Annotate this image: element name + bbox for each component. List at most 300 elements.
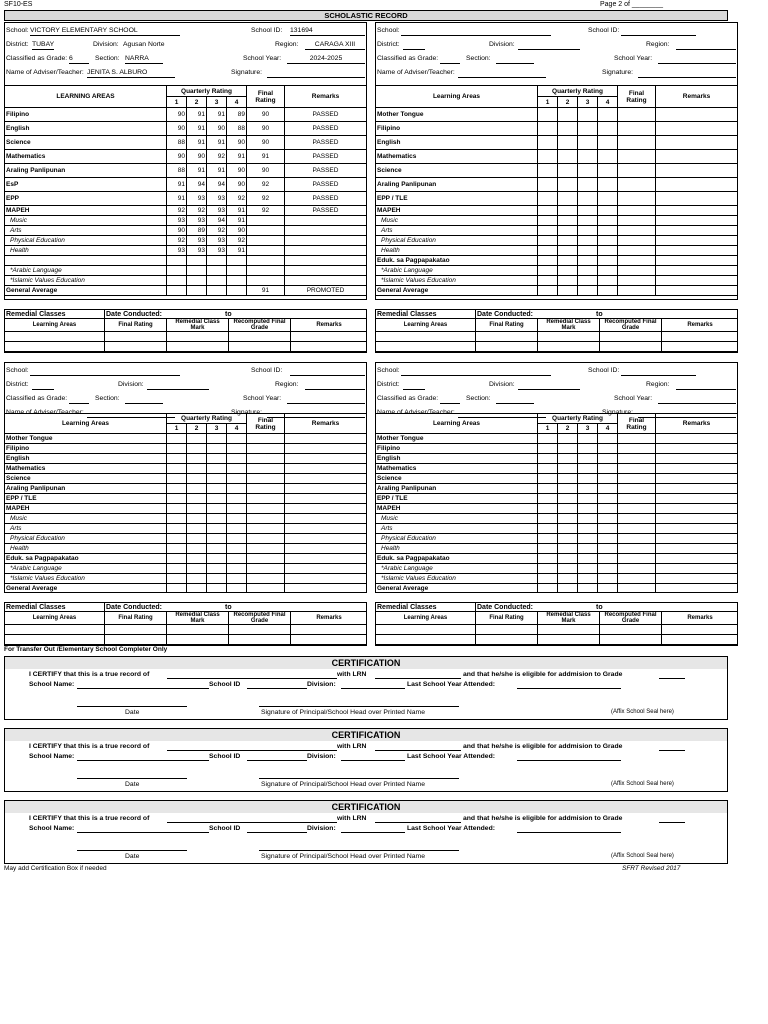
quarter-grade[interactable] — [167, 494, 187, 504]
final-rating-cell[interactable] — [618, 108, 656, 122]
remarks-cell[interactable] — [656, 564, 738, 574]
final-rating-cell[interactable] — [618, 444, 656, 454]
remedial-cell[interactable] — [229, 625, 291, 635]
remedial-cell[interactable] — [291, 332, 368, 342]
remedial-cell[interactable] — [600, 342, 662, 352]
remarks-cell[interactable]: PASSED — [285, 192, 367, 206]
remedial-cell[interactable] — [167, 635, 229, 645]
school-name-line[interactable] — [77, 760, 209, 761]
final-rating-cell[interactable] — [247, 216, 285, 226]
quarter-grade[interactable] — [538, 192, 558, 206]
quarter-grade[interactable] — [598, 434, 618, 444]
remarks-cell[interactable] — [656, 454, 738, 464]
quarter-grade[interactable] — [598, 122, 618, 136]
quarter-grade[interactable] — [598, 534, 618, 544]
remedial-cell[interactable] — [229, 635, 291, 645]
quarter-grade[interactable] — [167, 554, 187, 564]
quarter-grade[interactable] — [558, 564, 578, 574]
final-rating-cell[interactable] — [247, 504, 285, 514]
grade-line[interactable] — [659, 678, 685, 679]
quarter-grade[interactable]: 91 — [227, 216, 247, 226]
quarter-grade[interactable]: 92 — [187, 206, 207, 216]
division-line[interactable] — [341, 760, 405, 761]
quarter-grade[interactable] — [558, 286, 578, 296]
final-rating-cell[interactable] — [618, 484, 656, 494]
remarks-cell[interactable] — [656, 534, 738, 544]
quarter-grade[interactable] — [187, 276, 207, 286]
quarter-grade[interactable] — [538, 236, 558, 246]
quarter-grade[interactable] — [538, 226, 558, 236]
remarks-cell[interactable] — [285, 544, 367, 554]
quarter-grade[interactable] — [598, 454, 618, 464]
date-line[interactable] — [77, 850, 187, 851]
remedial-cell[interactable] — [291, 625, 368, 635]
quarter-grade[interactable] — [598, 464, 618, 474]
quarter-grade[interactable] — [187, 454, 207, 464]
quarter-grade[interactable]: 94 — [207, 178, 227, 192]
quarter-grade[interactable]: 92 — [207, 150, 227, 164]
final-rating-cell[interactable]: 92 — [247, 178, 285, 192]
quarter-grade[interactable]: 91 — [167, 178, 187, 192]
quarter-grade[interactable] — [558, 584, 578, 594]
quarter-grade[interactable] — [167, 504, 187, 514]
remarks-cell[interactable] — [656, 514, 738, 524]
quarter-grade[interactable]: 93 — [207, 206, 227, 216]
final-rating-cell[interactable] — [618, 574, 656, 584]
remedial-cell[interactable] — [376, 332, 476, 342]
quarter-grade[interactable] — [578, 150, 598, 164]
quarter-grade[interactable] — [538, 206, 558, 216]
quarter-grade[interactable] — [558, 434, 578, 444]
quarter-grade[interactable] — [578, 534, 598, 544]
quarter-grade[interactable] — [167, 276, 187, 286]
remarks-cell[interactable] — [656, 236, 738, 246]
remedial-cell[interactable] — [538, 332, 600, 342]
final-rating-cell[interactable]: 92 — [247, 206, 285, 216]
lrn-line[interactable] — [375, 750, 461, 751]
quarter-grade[interactable] — [207, 574, 227, 584]
remarks-cell[interactable]: PROMOTED — [285, 286, 367, 296]
quarter-grade[interactable] — [207, 564, 227, 574]
remarks-cell[interactable] — [285, 584, 367, 594]
quarter-grade[interactable] — [538, 554, 558, 564]
quarter-grade[interactable]: 94 — [187, 178, 207, 192]
quarter-grade[interactable] — [227, 266, 247, 276]
final-rating-cell[interactable]: 90 — [247, 136, 285, 150]
quarter-grade[interactable] — [187, 534, 207, 544]
quarter-grade[interactable] — [538, 454, 558, 464]
quarter-grade[interactable] — [558, 122, 578, 136]
remarks-cell[interactable] — [656, 276, 738, 286]
remedial-cell[interactable] — [662, 635, 739, 645]
remarks-cell[interactable]: PASSED — [285, 150, 367, 164]
remarks-cell[interactable]: PASSED — [285, 122, 367, 136]
remarks-cell[interactable] — [285, 524, 367, 534]
quarter-grade[interactable]: 92 — [167, 206, 187, 216]
remedial-cell[interactable] — [291, 342, 368, 352]
remedial-cell[interactable] — [538, 625, 600, 635]
quarter-grade[interactable] — [227, 464, 247, 474]
last-sy-line[interactable] — [517, 760, 621, 761]
quarter-grade[interactable] — [598, 554, 618, 564]
quarter-grade[interactable] — [558, 494, 578, 504]
remarks-cell[interactable] — [656, 286, 738, 296]
final-rating-cell[interactable] — [247, 484, 285, 494]
remedial-cell[interactable] — [376, 635, 476, 645]
quarter-grade[interactable] — [167, 256, 187, 266]
quarter-grade[interactable] — [538, 164, 558, 178]
remarks-cell[interactable] — [656, 484, 738, 494]
remarks-cell[interactable] — [285, 246, 367, 256]
quarter-grade[interactable] — [598, 236, 618, 246]
quarter-grade[interactable] — [558, 514, 578, 524]
quarter-grade[interactable] — [187, 434, 207, 444]
remedial-cell[interactable] — [600, 332, 662, 342]
quarter-grade[interactable]: 90 — [167, 122, 187, 136]
quarter-grade[interactable] — [207, 514, 227, 524]
quarter-grade[interactable] — [578, 584, 598, 594]
quarter-grade[interactable] — [598, 192, 618, 206]
quarter-grade[interactable] — [558, 150, 578, 164]
quarter-grade[interactable] — [558, 504, 578, 514]
quarter-grade[interactable]: 90 — [227, 178, 247, 192]
quarter-grade[interactable] — [598, 164, 618, 178]
final-rating-cell[interactable] — [247, 554, 285, 564]
final-rating-cell[interactable]: 92 — [247, 192, 285, 206]
quarter-grade[interactable] — [538, 136, 558, 150]
final-rating-cell[interactable]: 90 — [247, 164, 285, 178]
quarter-grade[interactable] — [578, 514, 598, 524]
quarter-grade[interactable] — [558, 192, 578, 206]
final-rating-cell[interactable] — [618, 178, 656, 192]
quarter-grade[interactable]: 90 — [207, 122, 227, 136]
final-rating-cell[interactable] — [618, 474, 656, 484]
remarks-cell[interactable] — [656, 136, 738, 150]
remedial-cell[interactable] — [105, 332, 167, 342]
quarter-grade[interactable]: 93 — [187, 192, 207, 206]
quarter-grade[interactable] — [578, 484, 598, 494]
last-sy-line[interactable] — [517, 832, 621, 833]
quarter-grade[interactable] — [207, 464, 227, 474]
remedial-cell[interactable] — [662, 625, 739, 635]
final-rating-cell[interactable] — [618, 454, 656, 464]
quarter-grade[interactable]: 89 — [187, 226, 207, 236]
final-rating-cell[interactable] — [618, 514, 656, 524]
quarter-grade[interactable] — [558, 484, 578, 494]
quarter-grade[interactable] — [538, 122, 558, 136]
quarter-grade[interactable] — [167, 454, 187, 464]
remarks-cell[interactable] — [656, 434, 738, 444]
quarter-grade[interactable] — [187, 474, 207, 484]
final-rating-cell[interactable] — [247, 454, 285, 464]
quarter-grade[interactable] — [207, 554, 227, 564]
quarter-grade[interactable] — [538, 178, 558, 192]
quarter-grade[interactable]: 90 — [227, 136, 247, 150]
quarter-grade[interactable] — [578, 444, 598, 454]
quarter-grade[interactable] — [167, 564, 187, 574]
quarter-grade[interactable] — [558, 246, 578, 256]
quarter-grade[interactable] — [167, 464, 187, 474]
quarter-grade[interactable] — [538, 524, 558, 534]
final-rating-cell[interactable] — [247, 514, 285, 524]
quarter-grade[interactable] — [207, 434, 227, 444]
quarter-grade[interactable] — [207, 504, 227, 514]
quarter-grade[interactable] — [598, 226, 618, 236]
remedial-cell[interactable] — [600, 625, 662, 635]
quarter-grade[interactable] — [578, 276, 598, 286]
remarks-cell[interactable] — [285, 494, 367, 504]
quarter-grade[interactable]: 88 — [167, 164, 187, 178]
quarter-grade[interactable] — [538, 584, 558, 594]
remedial-cell[interactable] — [476, 332, 538, 342]
quarter-grade[interactable] — [538, 474, 558, 484]
quarter-grade[interactable] — [598, 484, 618, 494]
remedial-cell[interactable] — [376, 342, 476, 352]
quarter-grade[interactable]: 91 — [227, 150, 247, 164]
remarks-cell[interactable] — [656, 108, 738, 122]
quarter-grade[interactable]: 92 — [167, 236, 187, 246]
quarter-grade[interactable] — [598, 544, 618, 554]
quarter-grade[interactable]: 88 — [227, 122, 247, 136]
remedial-cell[interactable] — [5, 332, 105, 342]
remedial-cell[interactable] — [105, 625, 167, 635]
quarter-grade[interactable]: 91 — [207, 164, 227, 178]
quarter-grade[interactable] — [167, 266, 187, 276]
final-rating-cell[interactable] — [247, 464, 285, 474]
quarter-grade[interactable] — [578, 464, 598, 474]
final-rating-cell[interactable] — [247, 474, 285, 484]
quarter-grade[interactable] — [598, 178, 618, 192]
remarks-cell[interactable] — [656, 574, 738, 584]
quarter-grade[interactable] — [558, 276, 578, 286]
quarter-grade[interactable] — [167, 514, 187, 524]
school-id-line[interactable] — [247, 688, 307, 689]
final-rating-cell[interactable]: 91 — [247, 286, 285, 296]
remedial-cell[interactable] — [167, 342, 229, 352]
quarter-grade[interactable]: 91 — [187, 122, 207, 136]
quarter-grade[interactable] — [227, 276, 247, 286]
quarter-grade[interactable]: 90 — [227, 226, 247, 236]
remarks-cell[interactable]: PASSED — [285, 164, 367, 178]
quarter-grade[interactable] — [167, 434, 187, 444]
quarter-grade[interactable] — [558, 544, 578, 554]
quarter-grade[interactable] — [207, 534, 227, 544]
remarks-cell[interactable] — [656, 266, 738, 276]
remarks-cell[interactable] — [285, 276, 367, 286]
student-name-line[interactable] — [167, 750, 337, 751]
final-rating-cell[interactable] — [618, 122, 656, 136]
final-rating-cell[interactable]: 90 — [247, 108, 285, 122]
quarter-grade[interactable] — [558, 474, 578, 484]
final-rating-cell[interactable] — [618, 584, 656, 594]
quarter-grade[interactable]: 90 — [167, 108, 187, 122]
quarter-grade[interactable] — [538, 504, 558, 514]
quarter-grade[interactable] — [558, 206, 578, 216]
quarter-grade[interactable] — [207, 286, 227, 296]
quarter-grade[interactable] — [578, 256, 598, 266]
quarter-grade[interactable] — [598, 108, 618, 122]
quarter-grade[interactable] — [578, 564, 598, 574]
remarks-cell[interactable] — [656, 584, 738, 594]
quarter-grade[interactable] — [187, 524, 207, 534]
quarter-grade[interactable] — [167, 584, 187, 594]
quarter-grade[interactable] — [598, 574, 618, 584]
remarks-cell[interactable] — [656, 256, 738, 266]
quarter-grade[interactable]: 90 — [167, 150, 187, 164]
quarter-grade[interactable] — [578, 504, 598, 514]
final-rating-cell[interactable] — [618, 534, 656, 544]
quarter-grade[interactable] — [578, 206, 598, 216]
quarter-grade[interactable] — [207, 494, 227, 504]
quarter-grade[interactable] — [187, 286, 207, 296]
quarter-grade[interactable]: 90 — [167, 226, 187, 236]
remarks-cell[interactable] — [656, 178, 738, 192]
quarter-grade[interactable]: 93 — [207, 246, 227, 256]
quarter-grade[interactable] — [167, 484, 187, 494]
remarks-cell[interactable] — [285, 256, 367, 266]
final-rating-cell[interactable] — [247, 236, 285, 246]
final-rating-cell[interactable] — [247, 226, 285, 236]
quarter-grade[interactable] — [187, 494, 207, 504]
final-rating-cell[interactable] — [618, 192, 656, 206]
quarter-grade[interactable] — [538, 444, 558, 454]
remedial-cell[interactable] — [476, 342, 538, 352]
quarter-grade[interactable] — [558, 256, 578, 266]
remarks-cell[interactable] — [285, 504, 367, 514]
quarter-grade[interactable] — [598, 494, 618, 504]
remedial-cell[interactable] — [376, 625, 476, 635]
quarter-grade[interactable] — [558, 164, 578, 178]
remarks-cell[interactable] — [656, 554, 738, 564]
quarter-grade[interactable] — [227, 534, 247, 544]
final-rating-cell[interactable] — [247, 574, 285, 584]
quarter-grade[interactable]: 93 — [187, 216, 207, 226]
quarter-grade[interactable] — [558, 444, 578, 454]
final-rating-cell[interactable]: 90 — [247, 122, 285, 136]
remarks-cell[interactable]: PASSED — [285, 108, 367, 122]
quarter-grade[interactable] — [227, 256, 247, 266]
quarter-grade[interactable] — [578, 122, 598, 136]
quarter-grade[interactable] — [227, 504, 247, 514]
final-rating-cell[interactable] — [247, 524, 285, 534]
final-rating-cell[interactable] — [618, 236, 656, 246]
quarter-grade[interactable] — [578, 286, 598, 296]
final-rating-cell[interactable] — [618, 256, 656, 266]
quarter-grade[interactable] — [207, 484, 227, 494]
quarter-grade[interactable] — [538, 494, 558, 504]
quarter-grade[interactable] — [598, 256, 618, 266]
remarks-cell[interactable] — [656, 524, 738, 534]
quarter-grade[interactable] — [167, 574, 187, 584]
quarter-grade[interactable]: 90 — [227, 164, 247, 178]
quarter-grade[interactable] — [558, 226, 578, 236]
final-rating-cell[interactable] — [618, 266, 656, 276]
quarter-grade[interactable] — [578, 136, 598, 150]
quarter-grade[interactable] — [538, 564, 558, 574]
final-rating-cell[interactable] — [618, 246, 656, 256]
quarter-grade[interactable] — [578, 454, 598, 464]
quarter-grade[interactable] — [187, 514, 207, 524]
remedial-cell[interactable] — [291, 635, 368, 645]
quarter-grade[interactable] — [187, 574, 207, 584]
remedial-cell[interactable] — [5, 342, 105, 352]
remarks-cell[interactable] — [656, 474, 738, 484]
quarter-grade[interactable] — [207, 256, 227, 266]
final-rating-cell[interactable] — [618, 226, 656, 236]
quarter-grade[interactable] — [538, 150, 558, 164]
quarter-grade[interactable]: 91 — [187, 164, 207, 178]
remarks-cell[interactable] — [656, 464, 738, 474]
division-line[interactable] — [341, 688, 405, 689]
quarter-grade[interactable] — [227, 514, 247, 524]
final-rating-cell[interactable]: 91 — [247, 150, 285, 164]
final-rating-cell[interactable] — [247, 246, 285, 256]
quarter-grade[interactable] — [227, 474, 247, 484]
quarter-grade[interactable] — [207, 454, 227, 464]
final-rating-cell[interactable] — [247, 534, 285, 544]
signature-line[interactable] — [259, 850, 459, 851]
quarter-grade[interactable] — [167, 544, 187, 554]
last-sy-line[interactable] — [517, 688, 621, 689]
quarter-grade[interactable] — [578, 554, 598, 564]
quarter-grade[interactable] — [598, 524, 618, 534]
quarter-grade[interactable] — [167, 444, 187, 454]
remarks-cell[interactable]: PASSED — [285, 206, 367, 216]
quarter-grade[interactable] — [578, 574, 598, 584]
final-rating-cell[interactable] — [247, 256, 285, 266]
quarter-grade[interactable] — [207, 276, 227, 286]
final-rating-cell[interactable] — [247, 494, 285, 504]
quarter-grade[interactable] — [187, 584, 207, 594]
quarter-grade[interactable] — [598, 514, 618, 524]
quarter-grade[interactable] — [558, 178, 578, 192]
remarks-cell[interactable] — [285, 574, 367, 584]
quarter-grade[interactable] — [598, 564, 618, 574]
quarter-grade[interactable] — [538, 108, 558, 122]
remedial-cell[interactable] — [538, 342, 600, 352]
remarks-cell[interactable] — [656, 164, 738, 178]
quarter-grade[interactable] — [207, 524, 227, 534]
quarter-grade[interactable] — [578, 474, 598, 484]
quarter-grade[interactable] — [578, 434, 598, 444]
remarks-cell[interactable] — [656, 504, 738, 514]
final-rating-cell[interactable] — [247, 544, 285, 554]
remarks-cell[interactable] — [285, 534, 367, 544]
quarter-grade[interactable]: 93 — [187, 236, 207, 246]
quarter-grade[interactable] — [227, 584, 247, 594]
date-line[interactable] — [77, 706, 187, 707]
remarks-cell[interactable] — [285, 266, 367, 276]
remarks-cell[interactable] — [285, 464, 367, 474]
final-rating-cell[interactable] — [247, 444, 285, 454]
final-rating-cell[interactable] — [618, 136, 656, 150]
quarter-grade[interactable]: 91 — [187, 136, 207, 150]
quarter-grade[interactable] — [598, 266, 618, 276]
quarter-grade[interactable] — [207, 544, 227, 554]
quarter-grade[interactable] — [227, 494, 247, 504]
student-name-line[interactable] — [167, 822, 337, 823]
remedial-cell[interactable] — [662, 342, 739, 352]
quarter-grade[interactable] — [578, 246, 598, 256]
quarter-grade[interactable] — [558, 554, 578, 564]
quarter-grade[interactable] — [578, 494, 598, 504]
quarter-grade[interactable]: 93 — [207, 236, 227, 246]
quarter-grade[interactable] — [578, 164, 598, 178]
quarter-grade[interactable] — [227, 564, 247, 574]
date-line[interactable] — [77, 778, 187, 779]
quarter-grade[interactable]: 94 — [207, 216, 227, 226]
quarter-grade[interactable] — [538, 534, 558, 544]
